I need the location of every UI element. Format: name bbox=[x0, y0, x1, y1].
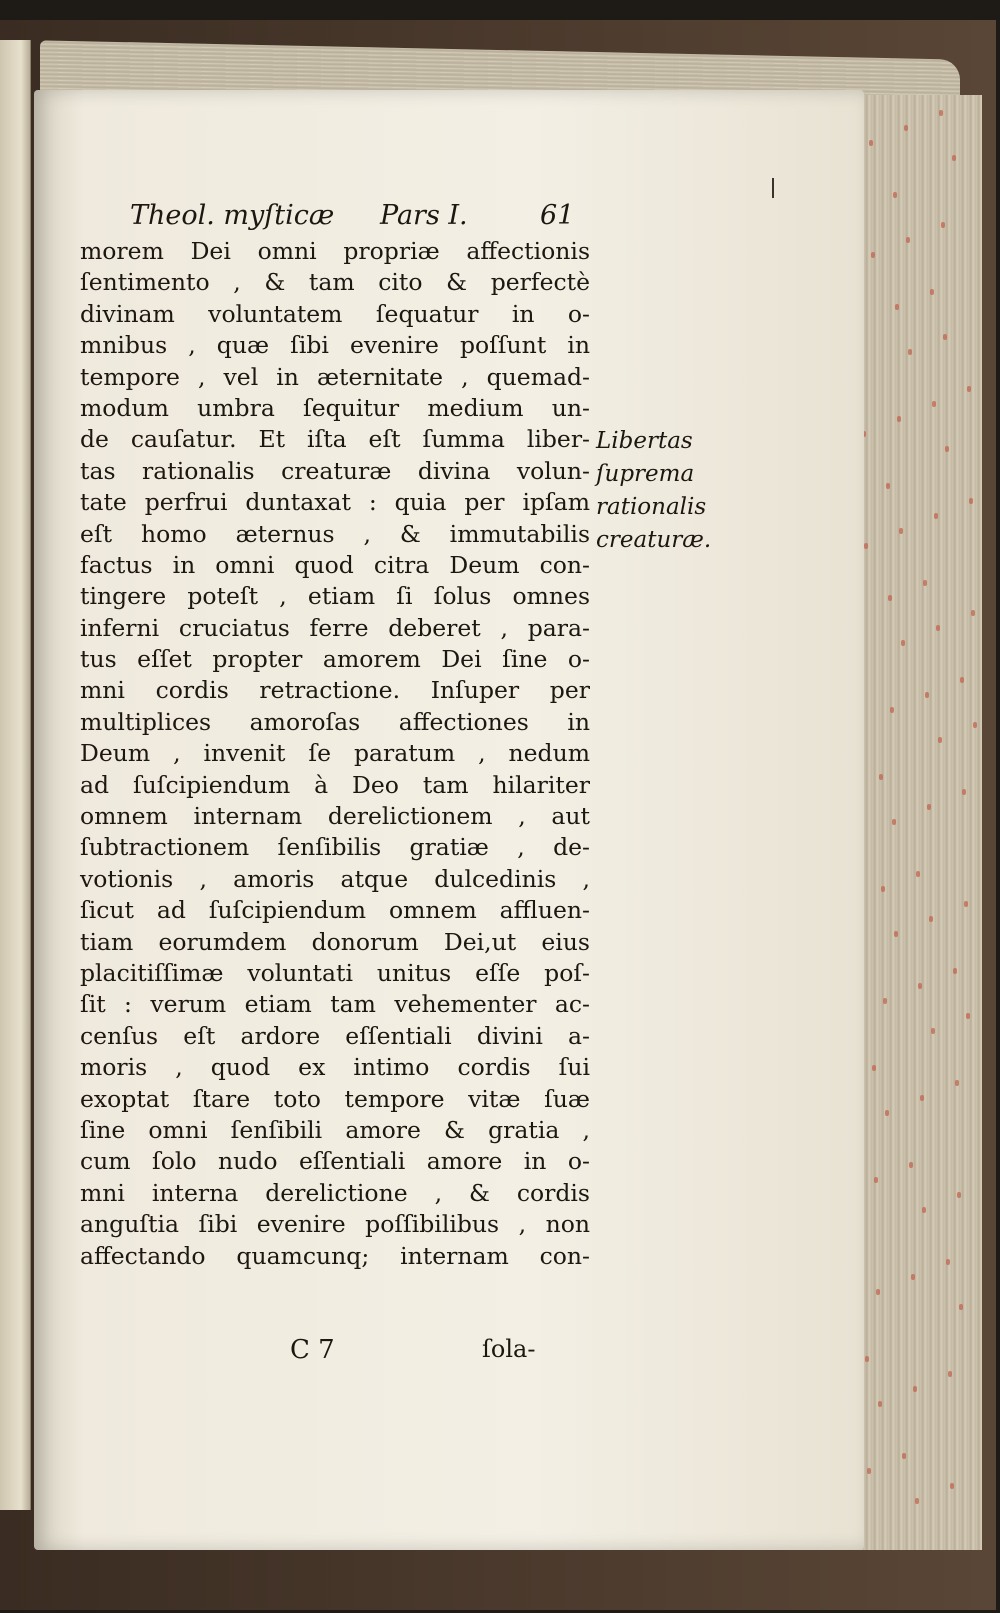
text-line: morem Dei omni propriæ affectionis bbox=[80, 237, 590, 265]
marginal-note-line: rationalis bbox=[596, 494, 707, 520]
text-line: modum umbra ſequitur medium un- bbox=[80, 393, 590, 422]
text-line: multiplices amoroſas affectiones in bbox=[80, 707, 590, 736]
edge-speck bbox=[957, 1192, 961, 1198]
fore-edge-sprinkled bbox=[856, 95, 982, 1550]
marginal-note-line: creaturæ. bbox=[596, 527, 712, 553]
edge-speck bbox=[962, 789, 966, 795]
edge-speck bbox=[948, 1371, 952, 1377]
edge-speck bbox=[888, 595, 892, 601]
text-line: ſentimento , & tam cito & perfectè bbox=[80, 268, 590, 297]
edge-speck bbox=[966, 1013, 970, 1019]
text-line: Deum , invenit ſe paratum , nedum bbox=[80, 739, 590, 768]
edge-speck bbox=[869, 140, 873, 146]
edge-speck bbox=[864, 543, 868, 549]
edge-speck bbox=[950, 1483, 954, 1489]
edge-speck bbox=[872, 1065, 876, 1071]
edge-speck bbox=[876, 1289, 880, 1295]
text-line: divinam voluntatem ſequatur in o- bbox=[80, 299, 590, 328]
edge-speck bbox=[899, 528, 903, 534]
text-line: mnibus , quæ ſibi evenire poſſunt in bbox=[80, 331, 590, 360]
marginal-note-line: ſuprema bbox=[596, 461, 695, 487]
text-line: factus in omni quod citra Deum con- bbox=[80, 550, 590, 579]
edge-speck bbox=[874, 1177, 878, 1183]
text-line: tiam eorumdem donorum Dei,ut eius bbox=[80, 927, 590, 956]
text-line: inferni cruciatus ferre deberet , para- bbox=[80, 613, 590, 642]
edge-speck bbox=[934, 513, 938, 519]
edge-speck bbox=[964, 901, 968, 907]
page-number: 61 bbox=[540, 200, 575, 231]
edge-speck bbox=[927, 804, 931, 810]
edge-speck bbox=[913, 1386, 917, 1392]
edge-speck bbox=[902, 1453, 906, 1459]
edge-speck bbox=[936, 625, 940, 631]
text-line: votionis , amoris atque dulcedinis , bbox=[80, 864, 590, 893]
edge-speck bbox=[911, 1274, 915, 1280]
text-line: tingere poteſt , etiam ſi ſolus omnes bbox=[80, 582, 590, 611]
text-line: ſubtractionem ſenſibilis gratiæ , de- bbox=[80, 833, 590, 862]
text-line: tas rationalis creaturæ divina volun- bbox=[80, 456, 590, 485]
signature-mark: C 7 bbox=[290, 1335, 335, 1365]
text-line: tate perfrui duntaxat : quia per ipſam bbox=[80, 488, 590, 517]
edge-speck bbox=[904, 125, 908, 131]
edge-speck bbox=[939, 110, 943, 116]
edge-speck bbox=[909, 1162, 913, 1168]
text-line: tus eſſet propter amorem Dei ſine o- bbox=[80, 645, 590, 674]
marginal-note-line: Libertas bbox=[596, 428, 693, 454]
edge-speck bbox=[890, 707, 894, 713]
text-line: eſt homo æternus , & immutabilis bbox=[80, 519, 590, 548]
edge-speck bbox=[879, 774, 883, 780]
edge-speck bbox=[930, 289, 934, 295]
edge-speck bbox=[938, 737, 942, 743]
text-line: exoptat ſtare toto tempore vitæ ſuæ bbox=[80, 1084, 590, 1113]
edge-speck bbox=[971, 610, 975, 616]
edge-speck bbox=[929, 916, 933, 922]
text-line: omnem internam derelictionem , aut bbox=[80, 802, 590, 831]
text-line: placitiſſimæ voluntati unitus eſſe poſ- bbox=[80, 958, 590, 987]
edge-speck bbox=[946, 1259, 950, 1265]
body-text bbox=[80, 236, 590, 1272]
edge-speck bbox=[893, 192, 897, 198]
text-line: ſit : verum etiam tam vehementer ac- bbox=[80, 990, 590, 1019]
edge-speck bbox=[941, 222, 945, 228]
edge-speck bbox=[932, 401, 936, 407]
text-line: cenſus eſt ardore eſſentiali divini a- bbox=[80, 1021, 590, 1050]
edge-speck bbox=[918, 983, 922, 989]
edge-speck bbox=[960, 677, 964, 683]
text-line: ſine omni ſenſibili amore & gratia , bbox=[80, 1115, 590, 1144]
ink-mark bbox=[772, 178, 774, 198]
edge-speck bbox=[892, 819, 896, 825]
edge-speck bbox=[943, 334, 947, 340]
text-line: anguſtia ſibi evenire poſſibilibus , non bbox=[80, 1210, 590, 1239]
edge-speck bbox=[973, 722, 977, 728]
text-line: tempore , vel in æternitate , quemad- bbox=[80, 362, 590, 391]
edge-speck bbox=[945, 446, 949, 452]
text-line: ſicut ad ſuſcipiendum omnem affluen- bbox=[80, 896, 590, 925]
facing-page-edge bbox=[0, 40, 31, 1510]
edge-speck bbox=[894, 931, 898, 937]
edge-speck bbox=[955, 1080, 959, 1086]
running-head bbox=[130, 200, 580, 240]
edge-speck bbox=[878, 1401, 882, 1407]
text-line: de cauſatur. Et iſta eſt ſumma liber- bbox=[80, 425, 590, 454]
running-head-part: Pars I. bbox=[380, 200, 468, 231]
text-line: moris , quod ex intimo cordis ſui bbox=[80, 1053, 590, 1082]
text-line: cum ſolo nudo eſſentiali amore in o- bbox=[80, 1147, 590, 1176]
edge-speck bbox=[916, 871, 920, 877]
edge-speck bbox=[920, 1095, 924, 1101]
text-line: mni interna derelictione , & cordis bbox=[80, 1178, 590, 1207]
edge-speck bbox=[915, 1498, 919, 1504]
edge-speck bbox=[867, 1468, 871, 1474]
edge-speck bbox=[883, 998, 887, 1004]
edge-speck bbox=[925, 692, 929, 698]
edge-speck bbox=[885, 1110, 889, 1116]
edge-speck bbox=[967, 386, 971, 392]
edge-speck bbox=[886, 483, 890, 489]
edge-speck bbox=[931, 1028, 935, 1034]
edge-speck bbox=[908, 349, 912, 355]
running-head-title: Theol. myſticæ bbox=[130, 200, 335, 231]
edge-speck bbox=[922, 1207, 926, 1213]
edge-speck bbox=[865, 1356, 869, 1362]
edge-speck bbox=[906, 237, 910, 243]
edge-speck bbox=[923, 580, 927, 586]
edge-speck bbox=[959, 1304, 963, 1310]
edge-speck bbox=[881, 886, 885, 892]
edge-speck bbox=[952, 155, 956, 161]
edge-speck bbox=[901, 640, 905, 646]
marginal-note bbox=[596, 425, 756, 557]
text-line: affectando quamcunq; internam con- bbox=[80, 1241, 590, 1270]
catchword: ſola- bbox=[482, 1335, 536, 1363]
text-line: mni cordis retractione. Inſuper per bbox=[80, 676, 590, 705]
edge-speck bbox=[953, 968, 957, 974]
edge-speck bbox=[897, 416, 901, 422]
edge-speck bbox=[871, 252, 875, 258]
text-line: ad ſuſcipiendum à Deo tam hilariter bbox=[80, 770, 590, 799]
edge-speck bbox=[895, 304, 899, 310]
edge-speck bbox=[969, 498, 973, 504]
